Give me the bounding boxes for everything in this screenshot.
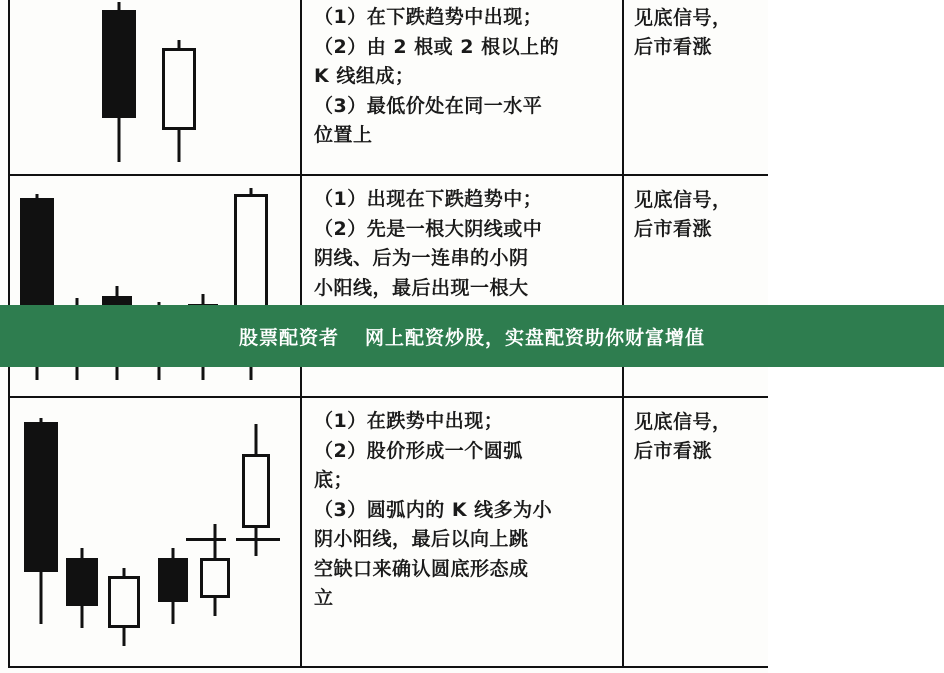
desc-line: 空缺口来确认圆底形态成 <box>314 557 529 580</box>
table-row <box>9 397 775 667</box>
pattern-description-cell-3 <box>301 397 623 667</box>
pattern-signal-cell-1 <box>623 0 775 175</box>
desc-line: 立 <box>314 587 334 610</box>
desc-line: 阴线、后为一连串的小阴 <box>314 247 529 270</box>
candle <box>66 548 98 628</box>
table-row <box>9 0 775 175</box>
signal-line: 后市看涨 <box>634 35 713 58</box>
banner-tagline: 网上配资炒股，实盘配资助你财富增值 <box>365 326 706 349</box>
candlestick-chart-1 <box>10 0 300 174</box>
pattern-signal-3 <box>624 398 774 475</box>
pattern-chart-cell-3 <box>9 397 301 667</box>
gap-marker <box>186 538 226 541</box>
candle <box>24 418 58 624</box>
pattern-chart-cell-1 <box>9 0 301 175</box>
signal-line: 后市看涨 <box>634 217 713 240</box>
desc-line: （3）圆弧内的 K 线多为小 <box>314 498 553 521</box>
watermark-banner <box>0 305 944 367</box>
desc-line: （2）股价形成一个圆弧 <box>314 439 523 462</box>
desc-line: （2）先是一根大阴线或中 <box>314 217 543 240</box>
desc-line: 位置上 <box>314 124 373 147</box>
candle <box>162 40 196 162</box>
pattern-signal-1 <box>624 0 774 71</box>
banner-brand: 股票配资者 <box>238 326 339 349</box>
pattern-signal-cell-3 <box>623 397 775 667</box>
signal-line: 见底信号， <box>634 411 732 433</box>
candlestick-chart-3 <box>10 398 300 666</box>
desc-line: 小阳线，最后出现一根大 <box>314 276 529 299</box>
pattern-description-3 <box>302 398 622 625</box>
desc-line: （2）由 2 根或 2 根以上的 <box>314 35 560 58</box>
desc-line: （3）最低价处在同一水平 <box>314 94 543 117</box>
candle <box>242 424 270 556</box>
pattern-signal-2 <box>624 176 774 253</box>
candle <box>158 548 188 624</box>
signal-line: 见底信号， <box>634 7 732 29</box>
desc-line: 阴小阳线，最后以向上跳 <box>314 528 529 551</box>
signal-line: 后市看涨 <box>634 439 713 462</box>
candle <box>102 2 136 162</box>
desc-line: 底； <box>314 469 354 492</box>
signal-line: 见底信号， <box>634 189 732 211</box>
pattern-description-cell-1 <box>301 0 623 175</box>
desc-line: K 线组成； <box>314 65 415 88</box>
desc-line: （1）在跌势中出现； <box>314 410 504 432</box>
candle <box>108 568 140 646</box>
gap-marker <box>236 538 280 541</box>
desc-line: （1）出现在下跌趋势中； <box>314 188 543 210</box>
desc-line: （1）在下跌趋势中出现； <box>314 6 543 28</box>
pattern-description-1 <box>302 0 622 162</box>
